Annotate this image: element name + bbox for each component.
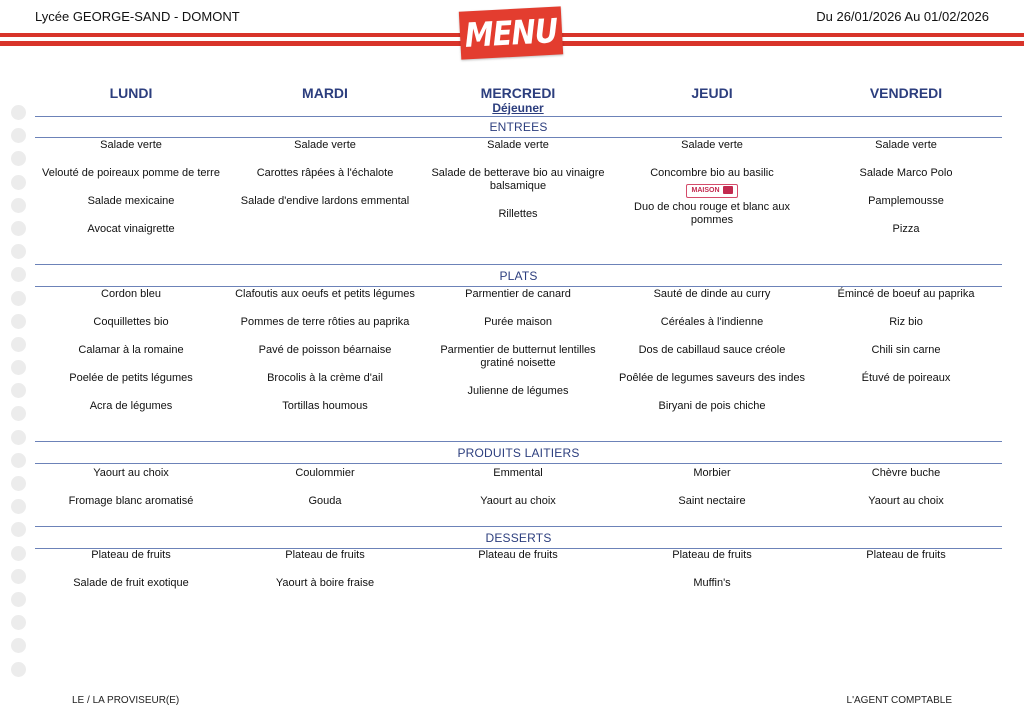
- section-title-plats: PLATS: [499, 269, 538, 283]
- school-name: Lycée GEORGE-SAND - DOMONT: [35, 9, 240, 24]
- binder-hole: [11, 128, 26, 143]
- menu-item: Parmentier de butternut lentilles gratiné noisette: [440, 344, 596, 369]
- section-rule: [35, 137, 1002, 138]
- menu-item: Salade d'endive lardons emmental: [240, 195, 410, 207]
- menu-item: Salade verte: [487, 139, 549, 151]
- menu-item: Plateau de fruits: [285, 549, 365, 561]
- binder-hole: [11, 175, 26, 190]
- day-header-thursday: JEUDI: [691, 85, 733, 101]
- day-header-wednesday: MERCREDI: [480, 85, 556, 101]
- menu-item: Plateau de fruits: [91, 549, 171, 561]
- binder-hole: [11, 360, 26, 375]
- menu-item: Salade verte: [681, 139, 743, 151]
- menu-item: Biryani de pois chiche: [658, 400, 766, 412]
- menu-item: Chèvre buche: [871, 467, 941, 479]
- badge-row: [619, 183, 805, 198]
- menu-item: Pizza: [892, 223, 920, 235]
- section-title-entrees: ENTREES: [489, 120, 548, 134]
- menu-item: Salade mexicaine: [87, 195, 175, 207]
- day-header-monday: LUNDI: [109, 85, 153, 101]
- menu-item: Pommes de terre rôties au paprika: [240, 316, 410, 328]
- meal-label: Déjeuner: [492, 101, 544, 115]
- binder-hole: [11, 291, 26, 306]
- menu-cell-entrees-wednesday: [425, 139, 611, 236]
- menu-item: Salade verte: [875, 139, 937, 151]
- menu-cell-plats-friday: [813, 288, 999, 400]
- binder-hole: [11, 151, 26, 166]
- menu-item: Salade de betterave bio au vinaigre balsamique: [431, 167, 605, 192]
- menu-item: Yaourt à boire fraise: [275, 577, 375, 589]
- day-header-tuesday: MARDI: [302, 85, 348, 101]
- menu-item: Plateau de fruits: [866, 549, 946, 561]
- section-rule: [35, 116, 1002, 117]
- binder-hole: [11, 569, 26, 584]
- binder-hole: [11, 383, 26, 398]
- menu-item: Carottes râpées à l'échalote: [256, 167, 394, 179]
- day-header-friday: VENDREDI: [869, 85, 943, 101]
- binder-hole: [11, 499, 26, 514]
- homemade-badge: [686, 184, 738, 198]
- menu-item: Sauté de dinde au curry: [653, 288, 771, 300]
- menu-item: Émincé de boeuf au paprika: [837, 288, 975, 300]
- menu-item: Brocolis à la crème d'ail: [267, 372, 383, 384]
- menu-cell-plats-monday: [38, 288, 224, 428]
- menu-item: Purée maison: [484, 316, 552, 328]
- menu-item: Yaourt au choix: [868, 495, 944, 507]
- menu-item: Calamar à la romaine: [78, 344, 184, 356]
- binder-hole: [11, 337, 26, 352]
- section-title-desserts: DESSERTS: [485, 531, 552, 545]
- menu-cell-plats-tuesday: [232, 288, 418, 428]
- section-rule: [35, 463, 1002, 464]
- menu-item: Plateau de fruits: [478, 549, 558, 561]
- menu-item: Riz bio: [889, 316, 923, 328]
- menu-item: Pavé de poisson béarnaise: [258, 344, 392, 356]
- menu-cell-desserts-wednesday: [425, 549, 611, 577]
- menu-item: Clafoutis aux oeufs et petits légumes: [235, 288, 415, 300]
- menu-cell-laitiers-friday: [813, 467, 999, 523]
- binder-hole: [11, 406, 26, 421]
- menu-item: Saint nectaire: [678, 495, 746, 507]
- binder-hole: [11, 662, 26, 677]
- menu-cell-entrees-thursday: [619, 139, 805, 242]
- menu-cell-entrees-friday: [813, 139, 999, 251]
- menu-item: Muffin's: [693, 577, 731, 589]
- menu-item: Tortillas houmous: [282, 400, 368, 412]
- menu-item: Plateau de fruits: [672, 549, 752, 561]
- menu-cell-laitiers-thursday: [619, 467, 805, 523]
- menu-cell-laitiers-monday: [38, 467, 224, 523]
- section-rule: [35, 286, 1002, 287]
- menu-cell-desserts-monday: [38, 549, 224, 605]
- menu-cell-plats-thursday: [619, 288, 805, 428]
- menu-item: Cordon bleu: [101, 288, 161, 300]
- binder-hole: [11, 221, 26, 236]
- menu-item: Coulommier: [295, 467, 355, 479]
- date-range: Du 26/01/2026 Au 01/02/2026: [816, 9, 989, 24]
- binder-hole: [11, 638, 26, 653]
- menu-cell-desserts-tuesday: [232, 549, 418, 605]
- menu-item: Étuvé de poireaux: [861, 372, 951, 384]
- menu-item: Concombre bio au basilic: [650, 167, 774, 179]
- menu-cell-laitiers-wednesday: [425, 467, 611, 523]
- pot-icon: [723, 186, 733, 194]
- menu-item: Fromage blanc aromatisé: [68, 495, 194, 507]
- menu-logo: [459, 6, 563, 59]
- menu-cell-entrees-monday: [38, 139, 224, 251]
- menu-item: Poêlée de legumes saveurs des indes: [619, 372, 805, 384]
- binder-hole: [11, 615, 26, 630]
- menu-item: Parmentier de canard: [465, 288, 571, 300]
- menu-item: Yaourt au choix: [480, 495, 556, 507]
- menu-item: Acra de légumes: [89, 400, 173, 412]
- binder-hole: [11, 476, 26, 491]
- menu-item: Dos de cabillaud sauce créole: [638, 344, 786, 356]
- menu-logo-text: MENU: [463, 11, 559, 55]
- homemade-badge-text: MAISON: [691, 187, 720, 194]
- binder-hole: [11, 522, 26, 537]
- menu-item: Velouté de poireaux pomme de terre: [42, 167, 220, 179]
- binder-hole: [11, 314, 26, 329]
- binder-holes: [11, 105, 31, 685]
- menu-item: Poelée de petits légumes: [69, 372, 193, 384]
- binder-hole: [11, 430, 26, 445]
- binder-hole: [11, 267, 26, 282]
- menu-item: Salade verte: [100, 139, 162, 151]
- menu-cell-desserts-friday: [813, 549, 999, 577]
- menu-cell-desserts-thursday: [619, 549, 805, 605]
- section-rule: [35, 526, 1002, 527]
- menu-item: Coquillettes bio: [93, 316, 169, 328]
- menu-item: Morbier: [693, 467, 731, 479]
- section-title-laitiers: PRODUITS LAITIERS: [457, 446, 580, 460]
- binder-hole: [11, 592, 26, 607]
- menu-item: Chili sin carne: [871, 344, 941, 356]
- menu-item: Salade Marco Polo: [859, 167, 953, 179]
- menu-cell-plats-wednesday: [425, 288, 611, 413]
- menu-item: Céréales à l'indienne: [660, 316, 764, 328]
- menu-item: Julienne de légumes: [467, 385, 569, 397]
- menu-item: Yaourt au choix: [93, 467, 169, 479]
- menu-item: Salade verte: [294, 139, 356, 151]
- binder-hole: [11, 453, 26, 468]
- menu-cell-laitiers-tuesday: [232, 467, 418, 523]
- section-rule: [35, 264, 1002, 265]
- menu-item: Gouda: [308, 495, 342, 507]
- menu-item: Salade de fruit exotique: [73, 577, 189, 589]
- menu-item: Emmental: [493, 467, 543, 479]
- menu-item: Avocat vinaigrette: [87, 223, 175, 235]
- section-rule: [35, 441, 1002, 442]
- binder-hole: [11, 198, 26, 213]
- menu-item: Pamplemousse: [868, 195, 944, 207]
- accountant-signature-label: L'AGENT COMPTABLE: [846, 695, 952, 706]
- binder-hole: [11, 244, 26, 259]
- binder-hole: [11, 105, 26, 120]
- principal-signature-label: LE / LA PROVISEUR(E): [72, 695, 180, 706]
- menu-item: Duo de chou rouge et blanc aux pommes: [634, 201, 790, 226]
- menu-item: Rillettes: [498, 208, 538, 220]
- binder-hole: [11, 546, 26, 561]
- menu-cell-entrees-tuesday: [232, 139, 418, 223]
